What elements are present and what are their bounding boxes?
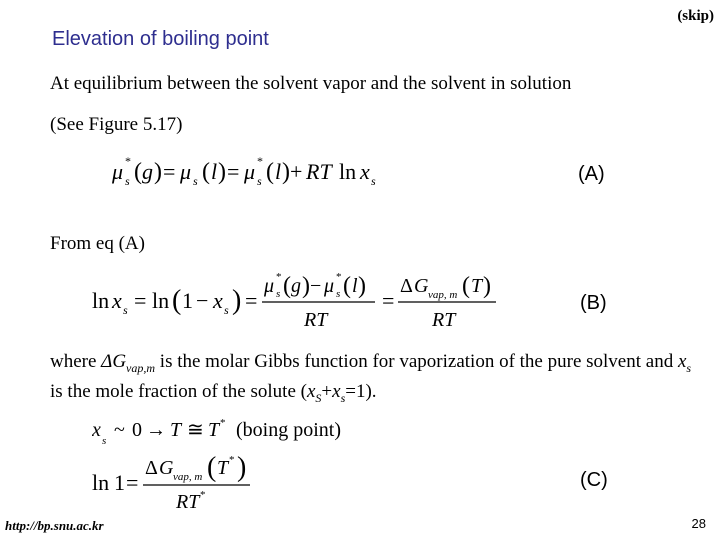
svg-text:RT: RT [306,159,332,184]
equation-label-a: (A) [578,163,605,185]
svg-text:s: s [123,303,128,317]
svg-text:μ: μ [244,159,256,184]
equation-b [92,268,522,334]
svg-text:s: s [371,174,376,188]
svg-text:*: * [336,271,342,283]
svg-text:μ: μ [112,159,124,184]
svg-text:−: − [310,275,322,297]
svg-text:vap, m: vap, m [173,471,203,483]
svg-text:T: T [217,457,229,479]
svg-text:x: x [92,419,101,441]
svg-text:μ: μ [264,275,275,297]
svg-text:T: T [170,419,182,441]
boiling-point-note: (boing point) [236,419,341,441]
svg-text:l: l [211,159,218,184]
svg-text:*: * [125,154,131,168]
svg-text:ln: ln [92,288,110,313]
definition-part3: is the mole fraction of the solute ( [50,380,307,402]
svg-text:μ: μ [180,159,192,184]
svg-text:*: * [276,271,282,283]
plus-sign: + [321,380,333,402]
xs-symbol: x [677,351,687,372]
svg-text:x: x [213,288,223,313]
page-number: 28 [691,516,706,531]
svg-text:(: ( [172,285,182,316]
svg-text:s: s [193,174,198,188]
xS-subscript: S [315,390,322,405]
svg-text:(: ( [343,273,351,299]
svg-text:): ) [237,452,247,483]
xs2-subscript: s [340,390,346,405]
svg-text:+: + [290,159,303,184]
svg-text:ln: ln [339,159,357,184]
svg-text:0: 0 [132,419,142,441]
equation-c [92,448,292,516]
svg-text:G: G [414,275,429,297]
footer-url[interactable]: http://bp.snu.ac.kr [5,518,104,533]
svg-text:g: g [142,159,153,184]
svg-text:ln: ln [152,288,170,313]
svg-text:RT: RT [432,309,456,331]
svg-text:1: 1 [182,288,193,313]
svg-text:x: x [360,159,370,184]
svg-text:1: 1 [114,470,125,495]
delta-g-symbol: ΔG [101,351,127,372]
svg-text:): ) [282,159,290,185]
definition-part1: where [50,351,102,372]
svg-text:*: * [257,154,263,168]
definition-part2: is the molar Gibbs function for vaporization of the pure solvent and [155,351,678,372]
svg-text:s: s [125,174,130,188]
svg-text:): ) [218,159,226,185]
svg-text:): ) [302,273,310,299]
svg-text:(: ( [134,159,142,185]
svg-text:*: * [229,454,235,466]
svg-text:(: ( [266,159,274,185]
equation-a [112,150,412,192]
svg-text:=: = [382,288,395,313]
svg-text:ln: ln [92,470,110,495]
svg-text:g: g [291,275,301,297]
svg-text:→: → [146,419,166,441]
svg-text:*: * [220,417,226,429]
svg-text:=: = [245,288,258,313]
from-eq-text: From eq (A) [50,233,145,254]
svg-text:x: x [112,288,122,313]
svg-text:μ: μ [324,275,335,297]
svg-text:=: = [126,470,139,495]
xs-subscript: s [686,360,692,375]
xs2-symbol: x [332,380,341,402]
svg-text:G: G [159,457,174,479]
svg-text:=: = [134,288,147,313]
definition-part4: =1). [345,380,377,402]
svg-text:−: − [196,288,209,313]
equation-label-b: (B) [580,292,607,314]
svg-text:=: = [163,159,176,184]
svg-text:~: ~ [114,419,125,441]
svg-text:s: s [336,288,341,300]
svg-text:s: s [257,174,262,188]
delta-g-subscript: vap,m [126,360,156,375]
svg-text:(: ( [462,273,470,299]
svg-text:RT: RT [304,309,328,331]
svg-text:s: s [224,303,229,317]
boiling-limit-equation [92,414,382,450]
svg-text:(: ( [202,159,210,185]
svg-text:*: * [200,489,206,501]
equation-label-c: (C) [580,469,608,491]
svg-text:l: l [275,159,282,184]
svg-text:T: T [208,419,220,441]
slide-title: Elevation of boiling point [52,28,269,50]
svg-text:l: l [352,275,358,297]
svg-text:(: ( [283,273,291,299]
svg-text:s: s [102,435,107,447]
svg-text:): ) [483,273,491,299]
figure-reference: (See Figure 5.17) [50,114,183,135]
intro-text: At equilibrium between the solvent vapor and the solvent in solution [50,73,572,94]
svg-text:s: s [276,288,281,300]
definition-text [50,350,700,410]
svg-text:): ) [232,285,242,316]
svg-text:Δ: Δ [400,275,413,297]
skip-note: (skip) [677,8,714,24]
svg-text:Δ: Δ [145,457,158,479]
svg-text:(: ( [207,452,217,483]
svg-text:): ) [154,159,162,185]
svg-text:≅: ≅ [187,419,204,441]
svg-text:vap, m: vap, m [428,289,458,301]
xS-symbol: x [306,380,316,402]
svg-text:RT: RT [176,491,200,513]
svg-text:): ) [358,273,366,299]
svg-text:=: = [227,159,240,184]
svg-text:T: T [471,275,483,297]
